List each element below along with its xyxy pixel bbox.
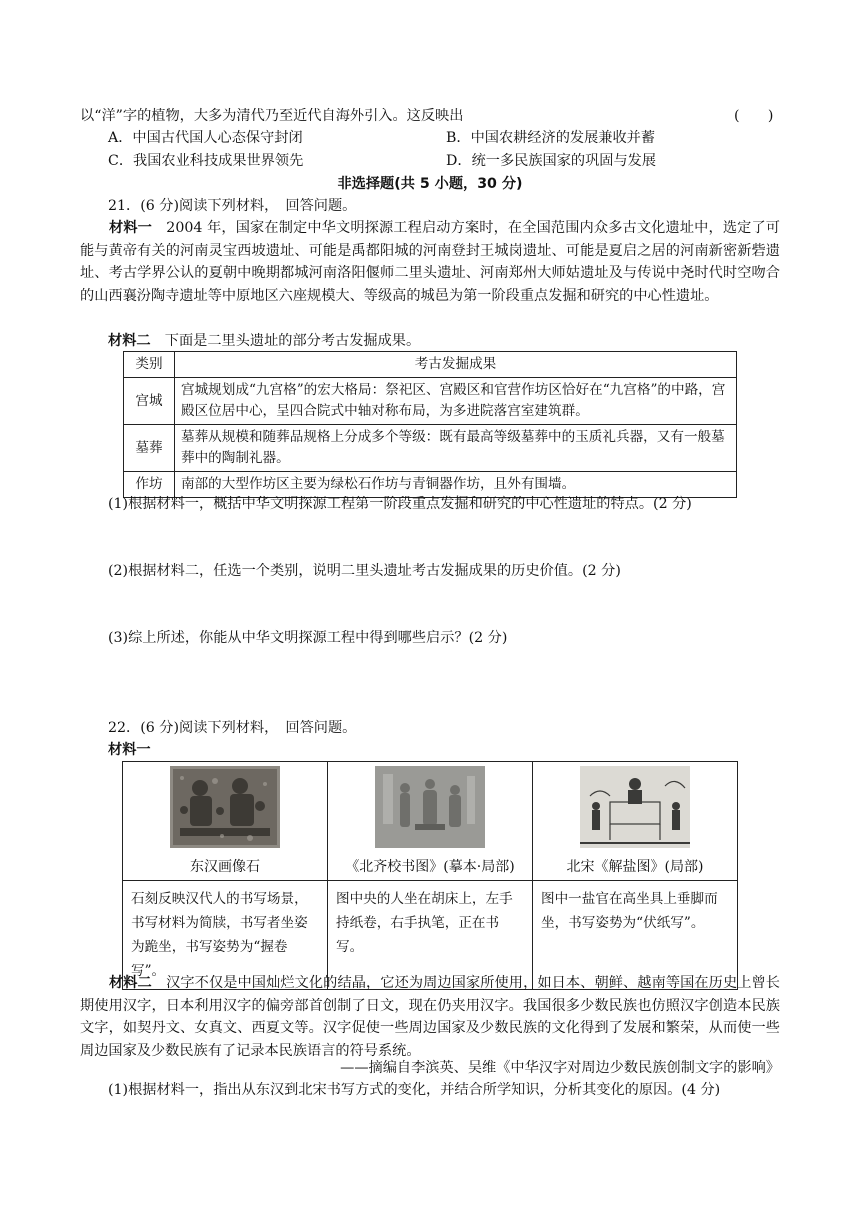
answer-bracket: ( ) (734, 108, 774, 124)
q22-material-2 (80, 972, 780, 1062)
image-caption: 《北齐校书图》(摹本·局部) (345, 859, 515, 875)
q21-sub-3: (3)综上所述，你能从中华文明探源工程中得到哪些启示？(2 分) (108, 630, 508, 646)
beiqi-collation-image (375, 766, 485, 848)
q20-stem-tail: 以“洋”字的植物，大多为清代乃至近代自海外引入。这反映出 (80, 108, 464, 124)
header-category: 类别 (124, 352, 175, 378)
image-description: 石刻反映汉代人的书写场景，书写材料为简牍，书写者坐姿为跪坐，书写姿势为“握卷写”。 (123, 881, 328, 990)
option-d: D．统一多民族国家的巩固与发展 (446, 153, 657, 169)
material-text: 汉字不仅是中国灿烂文化的结晶，它还为周边国家所使用，如日本、朝鲜、越南等国在历史上曾长期使用汉字，日本利用汉字的偏旁部首创制了日文，现在仍夹用汉字。我国很多少数民族也仿照汉字创造本民族文字，如契丹文、女真文、西夏文等。汉字促使一些周边国家及少数民族的文化得到了发展和繁荣，从而使一些周边国家及少数民族有了记录本民族语言的符号系统。 (80, 975, 780, 1059)
q22-material-1-label: 材料一 (108, 742, 151, 758)
source-citation: ——摘编自李滨英、吴维《中华汉字对周边少数民族创制文字的影响》 (340, 1060, 780, 1076)
image-caption: 北宋《解盐图》(局部) (566, 859, 704, 875)
excavation-table (123, 351, 737, 498)
q21-sub-1: (1)根据材料一，概括中华文明探源工程第一阶段重点发掘和研究的中心性遗址的特点。(2 分) (108, 496, 692, 512)
q21-material-1 (80, 217, 780, 307)
header-results: 考古发掘成果 (175, 352, 737, 378)
material-label: 材料一 (109, 220, 152, 236)
row-text: 墓葬从规模和随葬品规格上分成多个等级：既有最高等级墓葬中的玉质礼兵器，又有一般墓葬中的陶制礼器。 (175, 425, 737, 472)
material-label: 材料二 (108, 333, 151, 349)
option-c: C．我国农业科技成果世界领先 (108, 153, 304, 169)
image-caption: 东汉画像石 (190, 859, 260, 875)
q22-stem: 22．(6 分)阅读下列材料， 回答问题。 (108, 720, 357, 736)
row-text: 南部的大型作坊区主要为绿松石作坊与青铜器作坊，且外有围墙。 (175, 472, 737, 498)
row-category: 宫城 (124, 378, 175, 425)
q22-sub-1: (1)根据材料一，指出从东汉到北宋书写方式的变化，并结合所学知识，分析其变化的原因。(4 分) (108, 1082, 721, 1098)
jieyan-painting-image (580, 766, 690, 848)
option-a: A．中国古代国人心态保守封闭 (108, 130, 303, 146)
q21-stem: 21．(6 分)阅读下列材料， 回答问题。 (108, 198, 357, 214)
stone-relief-image (170, 766, 280, 848)
image-cell (328, 762, 533, 881)
material-label: 材料二 (109, 975, 152, 991)
image-row (123, 762, 738, 881)
q21-sub-2: (2)根据材料二，任选一个类别，说明二里头遗址考古发掘成果的历史价值。(2 分) (108, 563, 621, 579)
row-text: 宫城规划成“九宫格”的宏大格局：祭祀区、宫殿区和官营作坊区恰好在“九宫格”的中路，宫殿区位居中心，呈四合院式中轴对称布局，为多进院落宫室建筑群。 (175, 378, 737, 425)
table-header-row (124, 352, 737, 378)
option-b: B．中国农耕经济的发展兼收并蓄 (446, 130, 656, 146)
image-cell (123, 762, 328, 881)
image-cell (533, 762, 738, 881)
writing-images-table (122, 761, 738, 990)
table-row (124, 378, 737, 425)
material-text: 下面是二里头遗址的部分考古发掘成果。 (150, 333, 421, 349)
section-title: 非选择题(共 5 小题，30 分) (337, 176, 523, 192)
row-category: 墓葬 (124, 425, 175, 472)
image-description: 图中央的人坐在胡床上，左手持纸卷，右手执笔，正在书写。 (328, 881, 533, 990)
image-description: 图中一盐官在高坐具上垂脚而坐，书写姿势为“伏纸写”。 (533, 881, 738, 990)
material-text: 2004 年，国家在制定中华文明探源工程启动方案时，在全国范围内众多古文化遗址中，选定了可能与黄帝有关的河南灵宝西坡遗址、可能是禹都阳城的河南登封王城岗遗址、可能是夏启之居的河南新密新砦遗址、考古学界公认的夏朝中晚期都城河南洛阳偃师二里头遗址、河南郑州大师姑遗址及与传说中尧时代时空吻合的山西襄汾陶寺遗址等中原地区六座规模大、等级高的城邑为第一阶段重点发掘和研究的中心性遗址。 (80, 220, 780, 304)
q21-material-2 (108, 331, 420, 351)
table-row (124, 425, 737, 472)
row-category: 作坊 (124, 472, 175, 498)
